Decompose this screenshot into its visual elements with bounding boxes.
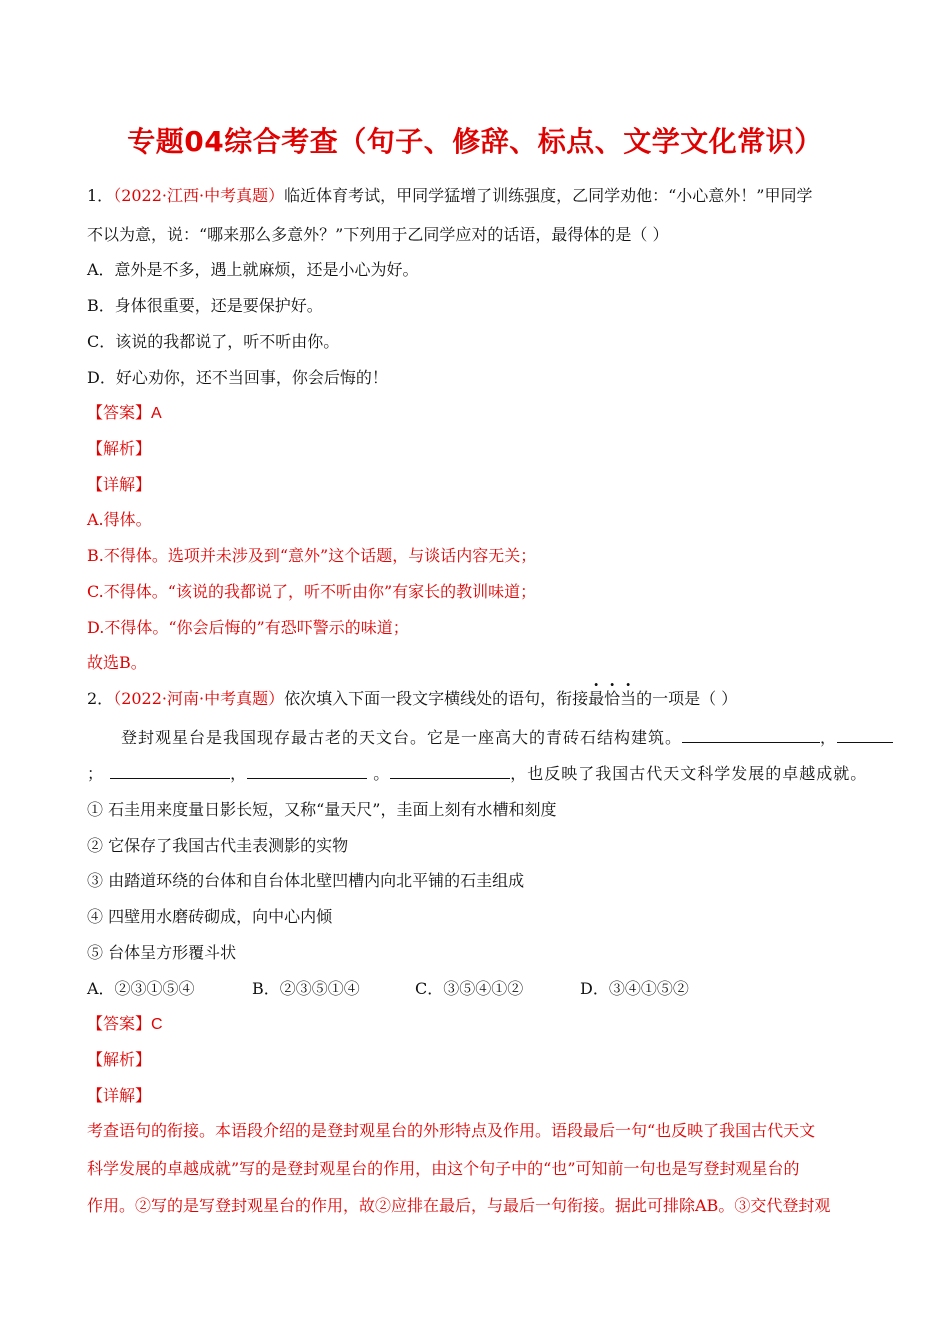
q1-answer <box>87 402 162 425</box>
q1-stem-line2: 不以为意，说：“哪来那么多意外？”下列用于乙同学应对的话语，最得体的是（ ） <box>87 225 669 244</box>
q2-item-5: ⑤ 台体呈方形覆斗状 <box>87 943 237 962</box>
q2-detail-2: 科学发展的卓越成就”写的是登封观星台的作用，由这个句子中的“也”可知前一句也是写登封观星台的 <box>87 1159 800 1178</box>
q1-option-b: B．身体很重要，还是要保护好。 <box>87 296 323 315</box>
q1-source: （2022·江西·中考真题） <box>113 186 285 205</box>
q2-blank-3[interactable] <box>110 762 230 779</box>
q2-emphasis-char: 最 <box>588 689 605 708</box>
q2-passage-semicolon: ； <box>87 764 105 783</box>
q2-option-d: D．③④①⑤② <box>580 979 689 998</box>
q2-passage-line1 <box>121 726 893 749</box>
q2-blank-2-start[interactable] <box>837 726 893 743</box>
q1-detail-label: 【详解】 <box>87 475 152 494</box>
q2-passage-sep3: 。 <box>373 764 391 783</box>
q2-blank-4[interactable] <box>247 762 367 779</box>
q2-passage-sep2: ， <box>230 764 248 783</box>
q2-item-1: ① 石圭用来度量日影长短，又称“量天尺”，圭面上刻有水槽和刻度 <box>87 800 557 819</box>
q2-answer-value: C <box>151 1016 163 1033</box>
q2-emphasis-char: 恰 <box>604 689 621 708</box>
q2-answer-label: 【答案】 <box>87 1014 152 1033</box>
q1-detail-c: C.不得体。“该说的我都说了，听不听由你”有家长的教训味道； <box>87 582 537 601</box>
q2-answer <box>87 1013 163 1036</box>
q1-stem-line1 <box>87 185 812 207</box>
q2-stem-post: 的一项是（ ） <box>636 689 738 708</box>
q2-blank-1[interactable] <box>682 726 820 743</box>
q2-blank-5[interactable] <box>390 762 510 779</box>
q1-conclusion: 故选B。 <box>87 653 147 672</box>
q2-emphasis-char: 当 <box>620 689 637 708</box>
q1-option-a: A．意外是不多，遇上就麻烦，还是小心为好。 <box>87 260 419 279</box>
q2-passage-line2 <box>87 762 867 785</box>
q2-passage-sep1: ， <box>820 728 838 747</box>
q2-detail-label: 【详解】 <box>87 1086 152 1105</box>
q1-answer-label: 【答案】 <box>87 403 152 422</box>
q1-detail-b: B.不得体。选项并未涉及到“意外”这个话题，与谈话内容无关； <box>87 546 537 565</box>
page-title: 专题04综合考查（句子、修辞、标点、文学文化常识） <box>127 125 823 158</box>
q2-option-c: C．③⑤④①② <box>415 979 524 998</box>
q2-item-2: ② 它保存了我国古代圭表测影的实物 <box>87 836 349 855</box>
q1-detail-a: A.得体。 <box>87 510 152 529</box>
q2-stem <box>87 688 737 710</box>
q2-option-a: A．②③①⑤④ <box>87 979 195 998</box>
q2-options-row <box>87 978 689 1000</box>
q2-option-b: B．②③⑤①④ <box>252 979 360 998</box>
q1-number: 1． <box>87 186 114 205</box>
q2-detail-3: 作用。②写的是写登封观星台的作用，故②应排在最后，与最后一句衔接。据此可排除AB。③交代登封观 <box>87 1196 831 1215</box>
q2-passage-text1: 登封观星台是我国现存最古老的天文台。它是一座高大的青砖石结构建筑。 <box>121 728 683 747</box>
q2-item-4: ④ 四壁用水磨砖砌成，向中心内倾 <box>87 907 333 926</box>
q2-stem-pre: 依次填入下面一段文字横线处的语句，衔接 <box>284 689 589 708</box>
q2-emphasis-phrase <box>588 689 636 708</box>
q2-source: （2022·河南·中考真题） <box>113 689 285 708</box>
q1-answer-value: A <box>151 405 162 422</box>
q2-detail-1: 考查语句的衔接。本语段介绍的是登封观星台的外形特点及作用。语段最后一句“也反映了我国古代天文 <box>87 1121 816 1140</box>
q2-item-3: ③ 由踏道环绕的台体和自台体北壁凹槽内向北平铺的石圭组成 <box>87 871 525 890</box>
q2-number: 2． <box>87 689 114 708</box>
q1-stem-text1: 临近体育考试，甲同学猛增了训练强度，乙同学劝他：“小心意外！”甲同学 <box>284 186 813 205</box>
q2-analysis-label: 【解析】 <box>87 1050 152 1069</box>
q1-option-d: D．好心劝你，还不当回事，你会后悔的！ <box>87 368 388 387</box>
q1-detail-d: D.不得体。“你会后悔的”有恐吓警示的味道； <box>87 618 409 637</box>
q2-passage-tail: ，也反映了我国古代天文科学发展的卓越成就。 <box>510 764 868 783</box>
q1-option-c: C．该说的我都说了，听不听由你。 <box>87 332 340 351</box>
q1-analysis-label: 【解析】 <box>87 439 152 458</box>
